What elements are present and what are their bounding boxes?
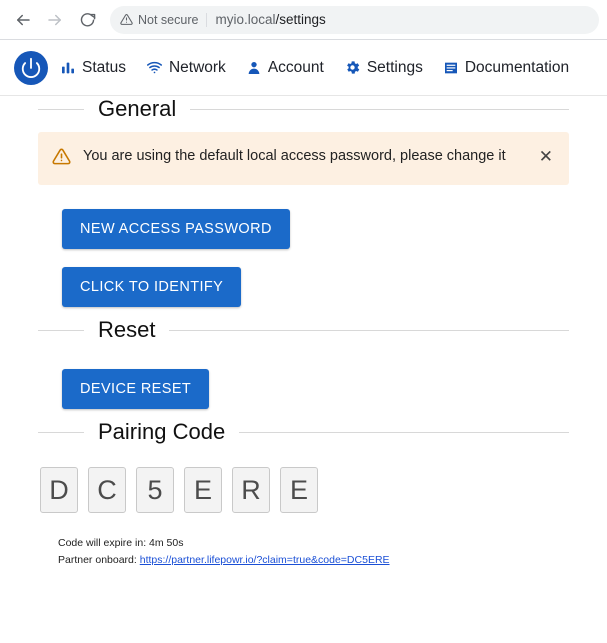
pairing-code-char: E	[280, 467, 318, 513]
section-header-general	[38, 96, 569, 122]
click-to-identify-button[interactable]: CLICK TO IDENTIFY	[62, 267, 241, 307]
divider-right	[169, 330, 569, 331]
nav-item-account[interactable]	[246, 59, 324, 77]
close-icon[interactable]: ✕	[538, 147, 553, 166]
app-navbar	[0, 40, 607, 96]
section-title-reset: Reset	[98, 317, 156, 342]
pairing-code-char: 5	[136, 467, 174, 513]
nav-item-documentation[interactable]	[443, 59, 569, 77]
code-expiry-text: Code will expire in: 4m 50s	[58, 537, 184, 549]
chart-bar-icon	[60, 60, 76, 76]
device-reset-button[interactable]: DEVICE RESET	[62, 369, 209, 409]
pairing-code-char: C	[88, 467, 126, 513]
gear-icon	[344, 59, 361, 76]
nav-item-network[interactable]	[146, 59, 226, 77]
person-icon	[246, 60, 262, 76]
back-button[interactable]	[8, 5, 38, 35]
forward-button[interactable]	[40, 5, 70, 35]
nav-links	[60, 59, 569, 77]
warning-triangle-icon	[120, 13, 133, 26]
alert-message: You are using the default local access password, please change it	[83, 148, 506, 164]
divider-right	[190, 109, 569, 110]
nav-item-settings-label: Settings	[366, 58, 423, 76]
nav-item-account-label: Account	[267, 58, 324, 76]
url-path: /settings	[275, 12, 326, 27]
divider-left	[38, 109, 84, 110]
nav-item-network-label: Network	[168, 58, 226, 76]
device-logo-icon[interactable]	[14, 51, 48, 85]
divider-left	[38, 432, 84, 433]
partner-onboard-link[interactable]: https://partner.lifepowr.io/?claim=true&code=DC5ERE	[139, 553, 390, 566]
pairing-code-char: E	[184, 467, 222, 513]
nav-item-documentation-label: Documentation	[464, 58, 570, 76]
url-host: myio.local	[215, 12, 276, 27]
pairing-code-char: D	[40, 467, 78, 513]
partner-onboard-row	[58, 552, 569, 569]
address-bar[interactable]	[110, 6, 599, 34]
arrow-right-icon	[46, 11, 64, 29]
nav-item-status-label: Status	[82, 58, 126, 76]
partner-onboard-label: Partner onboard:	[58, 553, 137, 566]
arrow-left-icon	[14, 11, 32, 29]
power-swirl-icon	[20, 57, 42, 79]
reload-icon	[79, 11, 96, 28]
section-header-pairing	[38, 419, 569, 445]
warning-triangle-icon	[52, 147, 71, 171]
pairing-code-char: R	[232, 467, 270, 513]
section-title-pairing: Pairing Code	[98, 419, 226, 444]
book-icon	[443, 60, 459, 76]
security-indicator[interactable]	[120, 13, 207, 27]
new-access-password-button[interactable]: NEW ACCESS PASSWORD	[62, 209, 290, 249]
divider-left	[38, 330, 84, 331]
nav-item-status[interactable]	[60, 59, 126, 77]
wifi-icon	[146, 59, 163, 76]
default-password-alert	[38, 132, 569, 185]
section-title-general: General	[98, 96, 177, 121]
pairing-code	[38, 467, 569, 513]
settings-page	[0, 96, 607, 569]
browser-toolbar	[0, 0, 607, 40]
reload-button[interactable]	[72, 5, 102, 35]
divider-right	[239, 432, 569, 433]
section-header-reset	[38, 317, 569, 343]
nav-item-settings[interactable]	[344, 59, 423, 77]
security-label: Not secure	[138, 12, 199, 27]
pairing-footnotes	[38, 535, 569, 569]
